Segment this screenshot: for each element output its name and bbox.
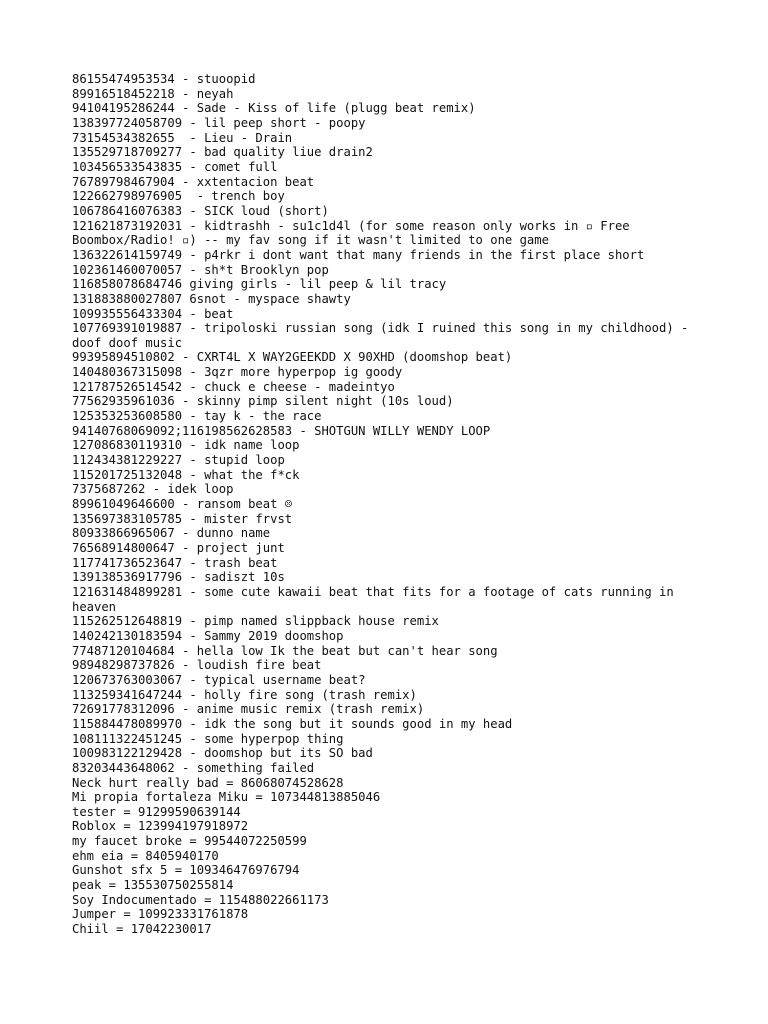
text-line: 109935556433304 - beat [72,306,234,321]
text-line: 139138536917796 - sadiszt 10s [72,570,285,585]
text-line: 117741736523647 - trash beat [72,555,278,570]
text-line: 72691778312096 - anime music remix (trash remix) [72,702,425,717]
text-line: 99395894510802 - CXRT4L X WAY2GEEKDD X 90XHD (doomshop beat) [72,350,513,365]
text-line: 131883880027807 6snot - myspace shawty [72,291,351,306]
text-line: my faucet broke = 99544072250599 [72,834,307,849]
text-line: Neck hurt really bad = 86068074528628 [72,775,344,790]
text-line: tester = 91299590639144 [72,804,241,819]
text-line: peak = 135530750255814 [72,878,234,893]
text-line: 136322614159749 - p4rkr i dont want that many friends in the first place short [72,247,645,262]
text-line: 113259341647244 - holly fire song (trash remix) [72,687,417,702]
text-line: 112434381229227 - stupid loop [72,453,285,468]
text-line: 77487120104684 - hella low Ik the beat but can't hear song [72,643,498,658]
text-line: Jumper = 109923331761878 [72,907,249,922]
text-line: 98948298737826 - loudish fire beat [72,658,322,673]
text-line: 80933866965067 - dunno name [72,526,271,541]
text-line: 83203443648062 - something failed [72,760,315,775]
text-line: 94104195286244 - Sade - Kiss of life (plugg beat remix) [72,101,476,116]
text-line: 73154534382655 - Lieu - Drain [72,130,293,145]
text-line: 127086830119310 - idk name loop [72,438,300,453]
text-line: Mi propia fortaleza Miku = 107344813885046 [72,790,381,805]
text-line: Soy Indocumentado = 115488022661173 [72,892,329,907]
text-line: 76789798467904 - xxtentacion beat [72,174,315,189]
text-line: 115884478089970 - idk the song but it sounds good in my head [72,716,513,731]
text-line: 107769391019887 - tripoloski russian song (idk I ruined this song in my childhood) - doof doof music [72,321,696,350]
text-line: 138397724058709 - lil peep short - poopy [72,115,366,130]
text-line: 106786416076383 - SICK loud (short) [72,203,329,218]
text-line: 100983122129428 - doomshop but its SO bad [72,746,373,761]
text-line: Chiil = 17042230017 [72,922,212,937]
text-line: 7375687262 - idek loop [72,482,234,497]
text-line: 121631484899281 - some cute kawaii beat that fits for a footage of cats running in heaven [72,584,682,614]
text-line: ehm eia = 8405940170 [72,848,219,863]
text-line: Roblox = 123994197918972 [72,819,249,834]
text-line: 116858078684746 giving girls - lil peep & lil tracy [72,277,447,292]
text-line: 89961049646600 - ransom beat ☹ [72,497,293,512]
text-line: 102361460070057 - sh*t Brooklyn pop [72,262,329,277]
text-line: 121787526514542 - chuck e cheese - madeintyo [72,379,395,394]
text-line: 77562935961036 - skinny pimp silent night (10s loud) [72,394,454,409]
text-line: 121621873192031 - kidtrashh - su1c1d4l (for some reason only works in ▫ Free Boombox/Radio! ▫) -- my fav song if it wasn't limited to one game [72,218,637,248]
text-line: Gunshot sfx 5 = 109346476976794 [72,863,300,878]
text-line: 86155474953534 - stuoopid [72,72,256,86]
text-line: 135529718709277 - bad quality liue drain2 [72,145,373,160]
text-line: 89916518452218 - neyah [72,86,234,101]
text-line: 122662798976905 - trench boy [72,189,285,204]
text-line: 76568914800647 - project junt [72,541,285,555]
text-line: 135697383105785 - mister frvst [72,511,293,526]
text-line: 94140768069092;116198562628583 - SHOTGUN WILLY WENDY LOOP [72,423,491,438]
text-line: 115262512648819 - pimp named slippback house remix [72,614,439,629]
text-line: 108111322451245 - some hyperpop thing [72,731,344,746]
text-line: 140242130183594 - Sammy 2019 doomshop [72,628,344,643]
text-line: 103456533543835 - comet full [72,159,278,174]
text-line: 125353253608580 - tay k - the race [72,409,322,424]
text-line: 140480367315098 - 3qzr more hyperpop ig goody [72,365,403,380]
text-line: 115201725132048 - what the f*ck [72,467,300,482]
document-text-body [72,72,696,937]
text-line: 120673763003067 - typical username beat? [72,672,366,687]
